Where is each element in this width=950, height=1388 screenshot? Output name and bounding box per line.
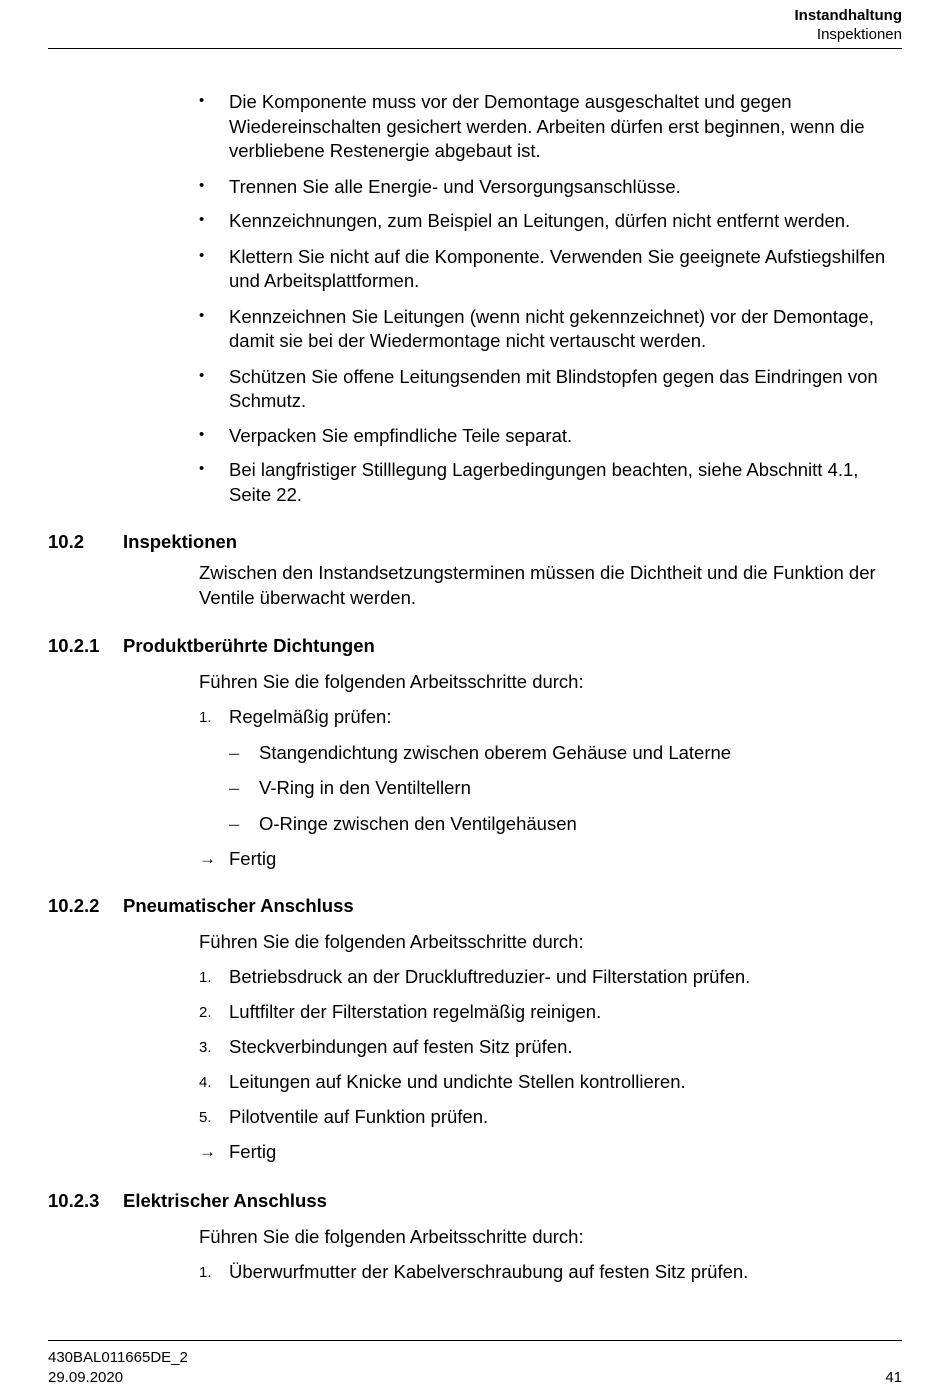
- document-id: 430BAL011665DE_2: [48, 1349, 188, 1366]
- steps-intro: Führen Sie die folgenden Arbeitsschritte durch:: [199, 1226, 584, 1247]
- list-item: [199, 90, 904, 164]
- bullet-icon: •: [199, 366, 205, 384]
- step-text: Betriebsdruck an der Druckluftreduzier- und Filterstation prüfen.: [229, 966, 751, 987]
- section-heading-10-2-1: [48, 634, 375, 658]
- page-number: 41: [885, 1369, 902, 1386]
- list-item: [199, 741, 904, 766]
- bullet-text: Verpacken Sie empfindliche Teile separat.: [229, 424, 573, 446]
- bullet-icon: •: [199, 211, 205, 228]
- subitem-text: Stangendichtung zwischen oberem Gehäuse und Laterne: [259, 741, 732, 763]
- steps-list: [199, 1260, 904, 1285]
- step-number: 1.: [199, 969, 212, 986]
- dash-icon: –: [229, 812, 240, 834]
- list-item: [199, 1070, 904, 1095]
- header-divider: [48, 48, 902, 49]
- step-text: Pilotventile auf Funktion prüfen.: [229, 1106, 489, 1127]
- list-item: [199, 209, 904, 234]
- result-text: Fertig: [229, 1141, 277, 1162]
- step-number: 5.: [199, 1109, 212, 1126]
- step-text: Luftfilter der Filterstation regelmäßig reinigen.: [229, 1001, 602, 1022]
- list-item: [199, 1035, 904, 1060]
- bullet-text: Die Komponente muss vor der Demontage ausgeschaltet und gegen Wiedereinschalten gesichert werden. Arbeiten dürfen erst beginnen, wenn die verbliebene Restenergie abgebaut ist.: [229, 91, 865, 161]
- step-number: 1.: [199, 1264, 212, 1281]
- list-item: [199, 705, 904, 730]
- section-number: 10.2.2: [48, 895, 100, 916]
- bullet-text: Klettern Sie nicht auf die Komponente. Verwenden Sie geeignete Aufstiegshilfen und Arbeitsplattformen.: [229, 245, 886, 291]
- list-item: [199, 365, 904, 414]
- bullet-icon: •: [199, 176, 205, 194]
- bullet-text: Bei langfristiger Stilllegung Lagerbedingungen beachten, siehe Abschnitt 4.1, Seite 22.: [229, 459, 859, 505]
- section-title: Elektrischer Anschluss: [123, 1190, 327, 1211]
- bullet-text: Trennen Sie alle Energie- und Versorgungsanschlüsse.: [229, 175, 681, 197]
- list-item: [199, 1000, 904, 1025]
- page-header: [795, 6, 903, 44]
- section-heading-10-2: [48, 530, 237, 554]
- list-item: [199, 305, 904, 354]
- section-title: Pneumatischer Anschluss: [123, 895, 354, 916]
- result-item: [199, 847, 904, 872]
- step-number: 2.: [199, 1004, 212, 1021]
- bullet-icon: •: [199, 246, 205, 264]
- section-heading-10-2-3: [48, 1189, 327, 1213]
- result-item: [199, 1140, 904, 1165]
- step-text: Überwurfmutter der Kabelverschraubung auf festen Sitz prüfen.: [229, 1261, 749, 1282]
- step-number: 4.: [199, 1074, 212, 1091]
- header-chapter: Instandhaltung: [794, 7, 902, 24]
- arrow-right-icon: →: [199, 1142, 216, 1161]
- bullet-text: Kennzeichnungen, zum Beispiel an Leitungen, dürfen nicht entfernt werden.: [229, 210, 851, 231]
- dash-icon: –: [229, 741, 240, 763]
- list-item: [199, 1105, 904, 1130]
- list-item: [199, 776, 904, 801]
- step-number: 1.: [199, 709, 212, 726]
- subitem-text: O-Ringe zwischen den Ventilgehäusen: [259, 812, 577, 834]
- section-heading-10-2-2: [48, 894, 354, 918]
- section-title: Inspektionen: [123, 531, 238, 552]
- list-item: [199, 245, 904, 294]
- section-paragraph: Zwischen den Instandsetzungsterminen müssen die Dichtheit und die Funktion der Ventile überwacht werden.: [199, 562, 876, 608]
- steps-intro: Führen Sie die folgenden Arbeitsschritte durch:: [199, 931, 584, 952]
- list-item: [199, 965, 904, 990]
- arrow-right-icon: →: [199, 849, 216, 868]
- bullet-text: Schützen Sie offene Leitungsenden mit Blindstopfen gegen das Eindringen von Schmutz.: [229, 365, 878, 411]
- list-item: [199, 1260, 904, 1285]
- bullet-icon: •: [199, 92, 205, 109]
- list-item: [199, 458, 904, 507]
- bullet-icon: •: [199, 425, 205, 443]
- step-text: Regelmäßig prüfen:: [229, 706, 392, 727]
- steps-list: [199, 965, 904, 1165]
- safety-bullet-list: [199, 90, 904, 507]
- bullet-text: Kennzeichnen Sie Leitungen (wenn nicht gekennzeichnet) vor der Demontage, damit sie bei der Wiedermontage nicht vertauscht werden.: [229, 305, 874, 351]
- dash-icon: –: [229, 777, 240, 798]
- result-text: Fertig: [229, 848, 277, 869]
- steps-list: [199, 705, 904, 872]
- document-date: 29.09.2020: [48, 1369, 124, 1386]
- footer-divider: [48, 1340, 902, 1341]
- section-title: Produktberührte Dichtungen: [123, 635, 375, 656]
- subitem-text: V-Ring in den Ventiltellern: [259, 777, 471, 798]
- section-number: 10.2.3: [48, 1190, 100, 1211]
- step-number: 3.: [199, 1039, 212, 1056]
- page-footer: [48, 1348, 188, 1388]
- header-section: Inspektionen: [816, 26, 902, 43]
- bullet-icon: •: [199, 460, 205, 477]
- section-number: 10.2.1: [48, 635, 100, 656]
- list-item: [199, 812, 904, 837]
- list-item: [199, 424, 904, 449]
- step-text: Leitungen auf Knicke und undichte Stellen kontrollieren.: [229, 1071, 686, 1092]
- steps-intro: Führen Sie die folgenden Arbeitsschritte durch:: [199, 671, 584, 692]
- section-number: 10.2: [48, 531, 85, 552]
- bullet-icon: •: [199, 306, 205, 324]
- list-item: [199, 175, 904, 200]
- step-text: Steckverbindungen auf festen Sitz prüfen.: [229, 1036, 573, 1057]
